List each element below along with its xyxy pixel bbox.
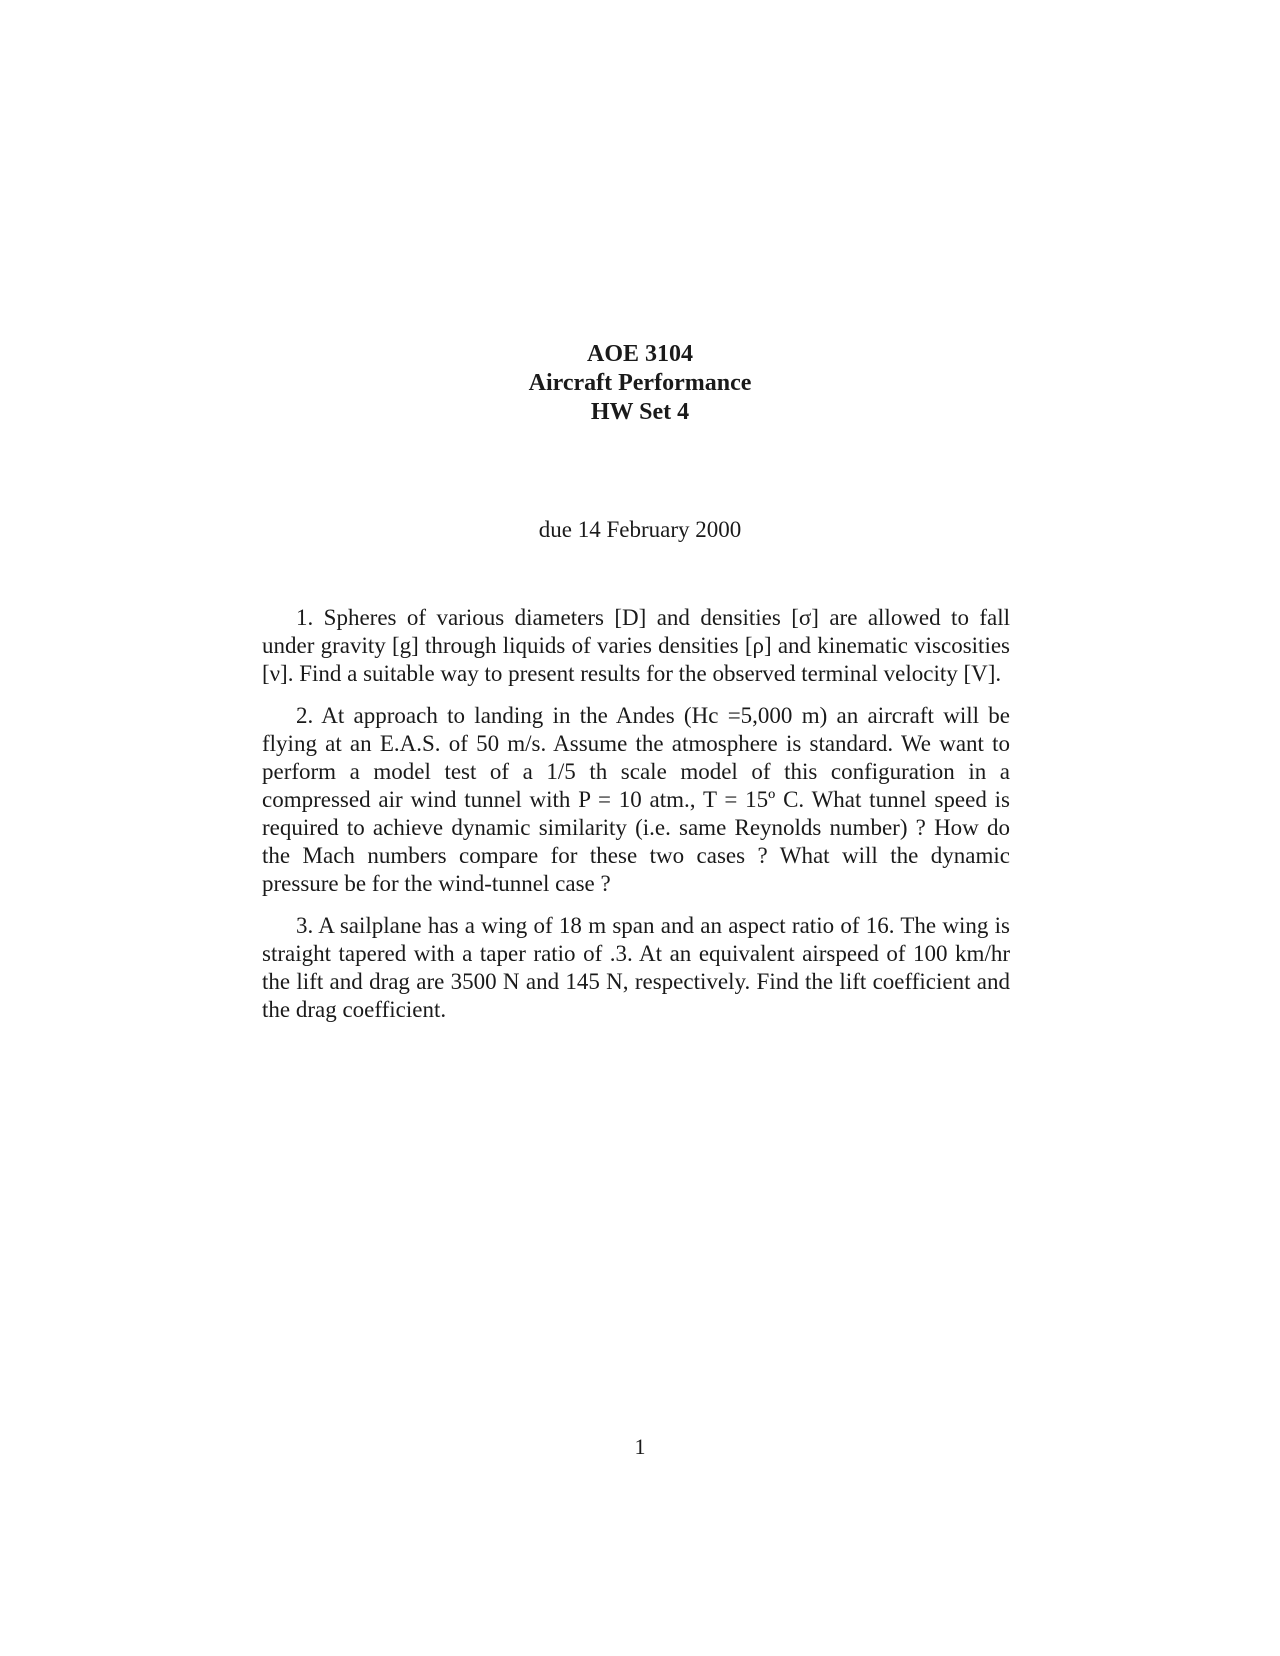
page-number: 1 <box>634 1434 646 1459</box>
problem-1: 1. Spheres of various diameters [D] and densities [σ] are allowed to fall under gravity [g] through liquids of varies densities [ρ] and kinematic viscosities [ν]. Find a suitable way to present results for the observed terminal velocity [V]. <box>262 605 1010 686</box>
problem-2: 2. At approach to landing in the Andes (Hc =5,000 m) an aircraft will be flying at an E.A.S. of 50 m/s. Assume the atmosphere is standard. We want to perform a model test of a 1/5 th scale model of this configuration in a compressed air wind tunnel with P = 10 atm., T = 15º C. What tunnel speed is required to achieve dynamic similarity (i.e. same Reynolds number) ? How do the Mach numbers compare for these two cases ? What will the dynamic pressure be for the wind-tunnel case ? <box>262 703 1010 896</box>
problem-3: 3. A sailplane has a wing of 18 m span and an aspect ratio of 16. The wing is straight tapered with a taper ratio of .3. At an equivalent airspeed of 100 km/hr the lift and drag are 3500 N and 145 N, respectively. Find the lift coefficient and the drag coefficient. <box>262 913 1010 1022</box>
course-title: Aircraft Performance <box>528 370 752 396</box>
assignment-title: HW Set 4 <box>590 399 690 425</box>
document-title-block <box>0 340 1280 427</box>
due-date: due 14 February 2000 <box>538 517 742 542</box>
problem-list <box>262 604 1010 1038</box>
course-code: AOE 3104 <box>586 341 693 367</box>
